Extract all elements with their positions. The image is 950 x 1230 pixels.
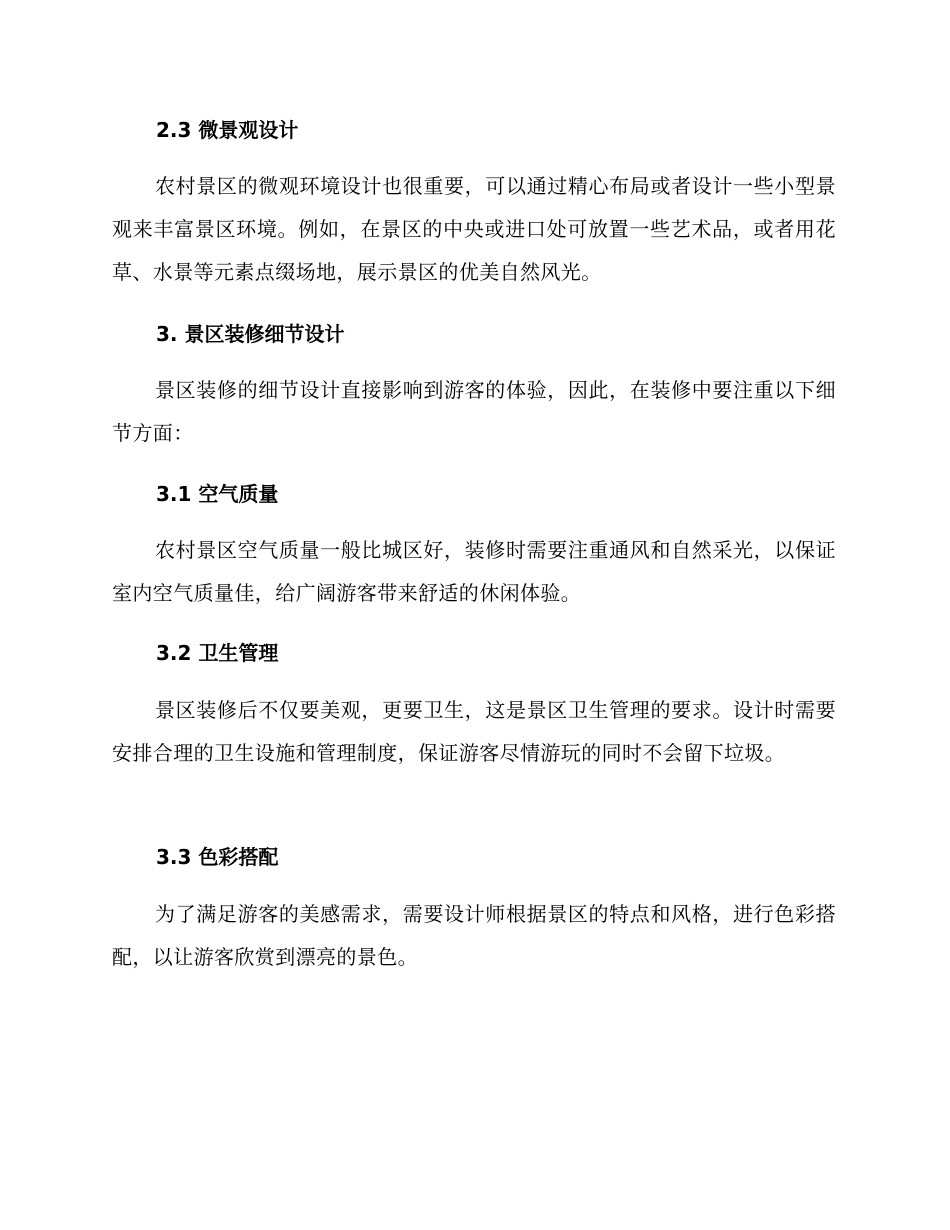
- section-heading-3-3: 3.3 色彩搭配: [156, 845, 279, 869]
- section-heading-3: 3. 景区装修细节设计: [156, 322, 345, 346]
- section-heading-3-1: 3.1 空气质量: [156, 482, 279, 506]
- section-heading-2-3: 2.3 微景观设计: [156, 118, 299, 142]
- section-paragraph-3: 景区装修的细节设计直接影响到游客的体验，因此，在装修中要注重以下细节方面：: [112, 378, 836, 445]
- section-paragraph-3-1: 农村景区空气质量一般比城区好，装修时需要注重通风和自然采光，以保证室内空气质量佳，给广阔游客带来舒适的休闲体验。: [112, 538, 836, 605]
- section-paragraph-3-3: 为了满足游客的美感需求，需要设计师根据景区的特点和风格，进行色彩搭配，以让游客欣赏到漂亮的景色。: [112, 902, 836, 969]
- section-heading-3-2: 3.2 卫生管理: [156, 641, 279, 665]
- section-paragraph-3-2: 景区装修后不仅要美观，更要卫生，这是景区卫生管理的要求。设计时需要安排合理的卫生设施和管理制度，保证游客尽情游玩的同时不会留下垃圾。: [112, 698, 836, 765]
- section-paragraph-2-3: 农村景区的微观环境设计也很重要，可以通过精心布局或者设计一些小型景观来丰富景区环境。例如，在景区的中央或进口处可放置一些艺术品，或者用花草、水景等元素点缀场地，展示景区的优美自然风光。: [112, 174, 836, 284]
